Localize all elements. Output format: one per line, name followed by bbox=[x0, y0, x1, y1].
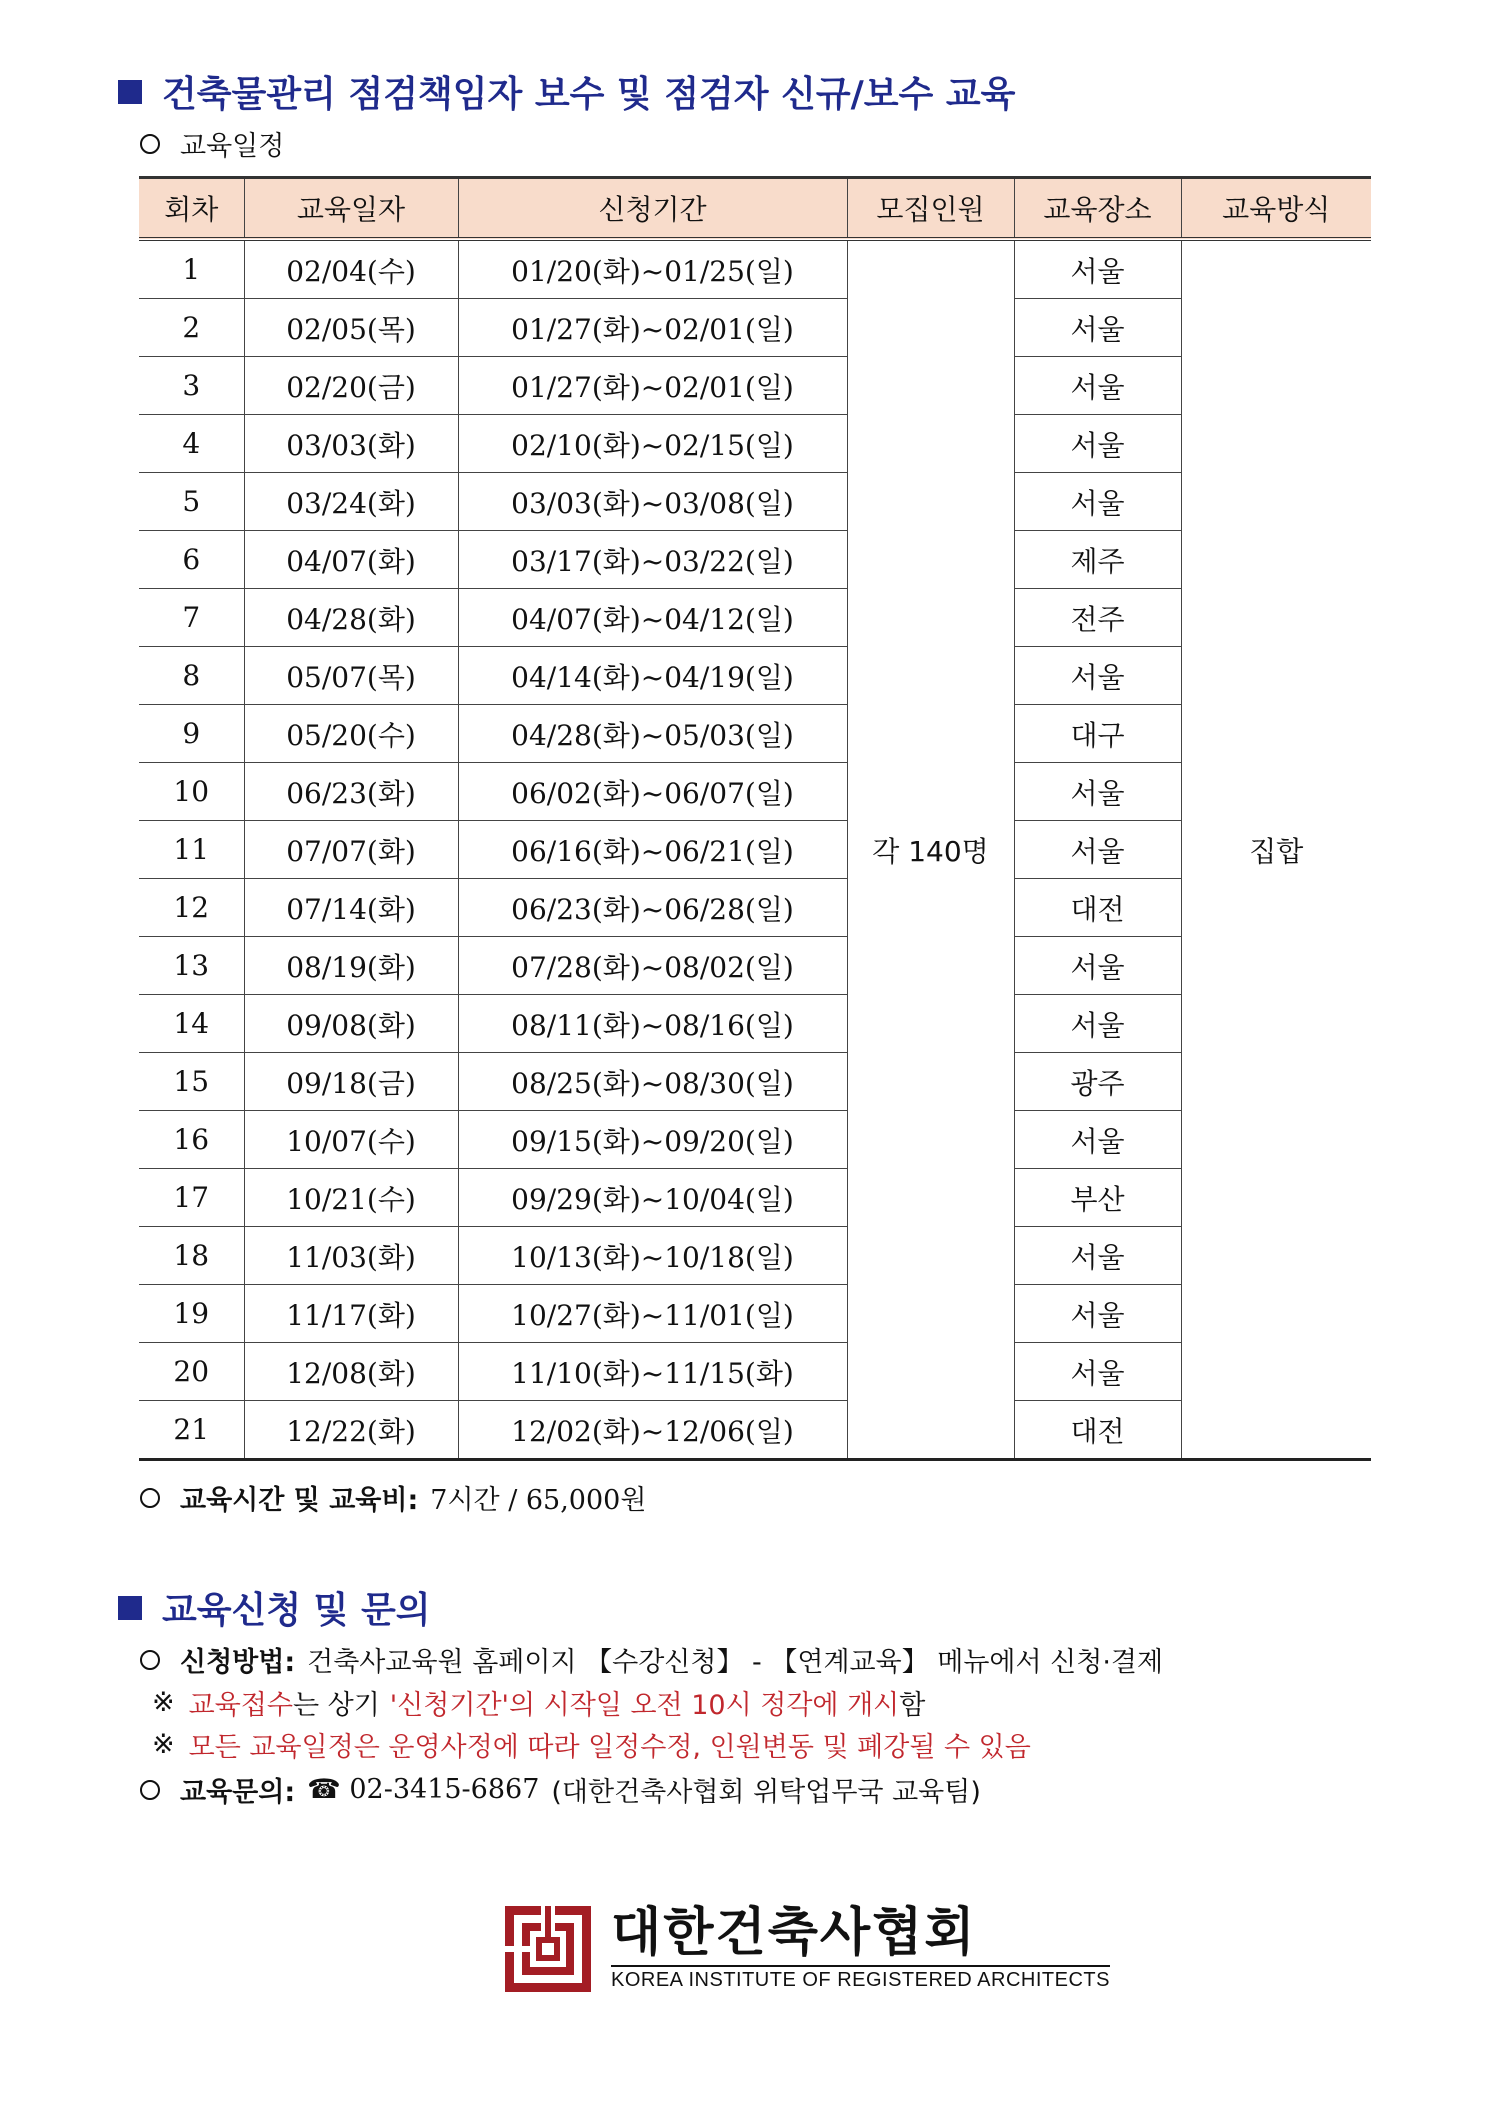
capacity-cell: 각 140명 bbox=[847, 239, 1014, 1460]
date-cell: 10/07(수) bbox=[244, 1111, 458, 1169]
period-cell: 09/29(화)~10/04(일) bbox=[458, 1169, 847, 1227]
time-fee-label: 교육시간 및 교육비: bbox=[180, 1485, 419, 1516]
round-cell: 4 bbox=[139, 415, 244, 473]
circle-bullet-icon bbox=[140, 1650, 160, 1670]
date-cell: 04/28(화) bbox=[244, 589, 458, 647]
date-cell: 03/24(화) bbox=[244, 473, 458, 531]
period-cell: 03/03(화)~03/08(일) bbox=[458, 473, 847, 531]
circle-bullet-icon bbox=[140, 1780, 160, 1800]
round-cell: 2 bbox=[139, 299, 244, 357]
apply-method-text: 건축사교육원 홈페이지 【수강신청】 - 【연계교육】 메뉴에서 신청·결제 bbox=[307, 1647, 1164, 1678]
contact-org: (대한건축사협회 위탁업무국 교육팀) bbox=[551, 1777, 981, 1808]
section-title-text: 건축물관리 점검책임자 보수 및 점검자 신규/보수 교육 bbox=[162, 74, 1016, 115]
period-cell: 11/10(화)~11/15(화) bbox=[458, 1343, 847, 1401]
round-cell: 1 bbox=[139, 239, 244, 299]
contact-phone: ☎ 02-3415-6867 bbox=[307, 1774, 540, 1805]
period-cell: 01/20(화)~01/25(일) bbox=[458, 239, 847, 299]
round-cell: 9 bbox=[139, 705, 244, 763]
date-cell: 11/17(화) bbox=[244, 1285, 458, 1343]
period-cell: 10/13(화)~10/18(일) bbox=[458, 1227, 847, 1285]
place-cell: 서울 bbox=[1014, 473, 1181, 531]
date-cell: 07/14(화) bbox=[244, 879, 458, 937]
kira-logo bbox=[505, 1905, 1110, 1992]
date-cell: 05/20(수) bbox=[244, 705, 458, 763]
contact-line bbox=[140, 1770, 981, 1809]
period-cell: 01/27(화)~02/01(일) bbox=[458, 357, 847, 415]
section-title-education bbox=[118, 66, 1015, 117]
round-cell: 6 bbox=[139, 531, 244, 589]
round-cell: 8 bbox=[139, 647, 244, 705]
date-cell: 10/21(수) bbox=[244, 1169, 458, 1227]
place-cell: 서울 bbox=[1014, 239, 1181, 299]
date-cell: 03/03(화) bbox=[244, 415, 458, 473]
place-cell: 서울 bbox=[1014, 995, 1181, 1053]
place-cell: 부산 bbox=[1014, 1169, 1181, 1227]
place-cell: 서울 bbox=[1014, 1227, 1181, 1285]
period-cell: 08/25(화)~08/30(일) bbox=[458, 1053, 847, 1111]
date-cell: 04/07(화) bbox=[244, 531, 458, 589]
note-red-text: 모든 교육일정은 운영사정에 따라 일정수정, 인원변동 및 폐강될 수 있음 bbox=[188, 1732, 1031, 1763]
place-cell: 서울 bbox=[1014, 357, 1181, 415]
section-title-application bbox=[118, 1582, 431, 1633]
period-cell: 06/16(화)~06/21(일) bbox=[458, 821, 847, 879]
place-cell: 서울 bbox=[1014, 1111, 1181, 1169]
period-cell: 09/15(화)~09/20(일) bbox=[458, 1111, 847, 1169]
kira-emblem-icon bbox=[505, 1906, 591, 1992]
round-cell: 15 bbox=[139, 1053, 244, 1111]
place-cell: 대구 bbox=[1014, 705, 1181, 763]
apply-method-line bbox=[140, 1640, 1163, 1679]
period-cell: 10/27(화)~11/01(일) bbox=[458, 1285, 847, 1343]
period-cell: 04/14(화)~04/19(일) bbox=[458, 647, 847, 705]
note-schedule-change bbox=[152, 1725, 1031, 1764]
place-cell: 서울 bbox=[1014, 763, 1181, 821]
date-cell: 02/05(목) bbox=[244, 299, 458, 357]
date-cell: 11/03(화) bbox=[244, 1227, 458, 1285]
time-fee-line bbox=[140, 1478, 646, 1517]
date-cell: 02/20(금) bbox=[244, 357, 458, 415]
schedule-heading bbox=[140, 124, 284, 163]
period-cell: 02/10(화)~02/15(일) bbox=[458, 415, 847, 473]
round-cell: 18 bbox=[139, 1227, 244, 1285]
note-red-text: 교육접수 bbox=[188, 1690, 293, 1721]
table-row bbox=[139, 239, 1371, 299]
round-cell: 3 bbox=[139, 357, 244, 415]
date-cell: 08/19(화) bbox=[244, 937, 458, 995]
round-cell: 12 bbox=[139, 879, 244, 937]
logo-name-ko: 대한건축사협회 bbox=[611, 1903, 977, 1963]
date-cell: 02/04(수) bbox=[244, 239, 458, 299]
logo-name-en: KOREA INSTITUTE OF REGISTERED ARCHITECTS bbox=[611, 1965, 1110, 1992]
square-bullet-icon bbox=[118, 80, 142, 104]
time-fee-value: 7시간 / 65,000원 bbox=[430, 1485, 647, 1516]
date-cell: 07/07(화) bbox=[244, 821, 458, 879]
header-cell: 교육일자 bbox=[244, 178, 458, 240]
table-header-row bbox=[139, 178, 1371, 240]
round-cell: 7 bbox=[139, 589, 244, 647]
place-cell: 서울 bbox=[1014, 299, 1181, 357]
place-cell: 광주 bbox=[1014, 1053, 1181, 1111]
contact-label: 교육문의: bbox=[180, 1777, 296, 1808]
date-cell: 06/23(화) bbox=[244, 763, 458, 821]
note-text: 는 상기 bbox=[292, 1690, 380, 1721]
period-cell: 12/02(화)~12/06(일) bbox=[458, 1401, 847, 1460]
date-cell: 09/18(금) bbox=[244, 1053, 458, 1111]
place-cell: 서울 bbox=[1014, 1343, 1181, 1401]
place-cell: 대전 bbox=[1014, 1401, 1181, 1460]
note-start-time bbox=[152, 1683, 925, 1722]
note-text: 함 bbox=[899, 1690, 926, 1721]
date-cell: 12/22(화) bbox=[244, 1401, 458, 1460]
note-red-text: '신청기간' bbox=[389, 1690, 509, 1721]
round-cell: 20 bbox=[139, 1343, 244, 1401]
round-cell: 13 bbox=[139, 937, 244, 995]
header-cell: 교육방식 bbox=[1181, 178, 1371, 240]
place-cell: 서울 bbox=[1014, 821, 1181, 879]
period-cell: 06/02(화)~06/07(일) bbox=[458, 763, 847, 821]
method-cell: 집합 bbox=[1181, 239, 1371, 1460]
round-cell: 10 bbox=[139, 763, 244, 821]
header-cell: 신청기간 bbox=[458, 178, 847, 240]
apply-method-label: 신청방법: bbox=[180, 1647, 296, 1678]
round-cell: 17 bbox=[139, 1169, 244, 1227]
place-cell: 서울 bbox=[1014, 1285, 1181, 1343]
period-cell: 03/17(화)~03/22(일) bbox=[458, 531, 847, 589]
note-red-text: 의 시작일 오전 10시 정각에 개시 bbox=[508, 1690, 900, 1721]
schedule-table bbox=[139, 176, 1371, 1461]
place-cell: 서울 bbox=[1014, 415, 1181, 473]
period-cell: 07/28(화)~08/02(일) bbox=[458, 937, 847, 995]
place-cell: 제주 bbox=[1014, 531, 1181, 589]
place-cell: 서울 bbox=[1014, 647, 1181, 705]
round-cell: 21 bbox=[139, 1401, 244, 1460]
period-cell: 04/07(화)~04/12(일) bbox=[458, 589, 847, 647]
date-cell: 05/07(목) bbox=[244, 647, 458, 705]
note-mark: ※ bbox=[152, 1729, 175, 1760]
round-cell: 16 bbox=[139, 1111, 244, 1169]
round-cell: 5 bbox=[139, 473, 244, 531]
header-cell: 모집인원 bbox=[847, 178, 1014, 240]
circle-bullet-icon bbox=[140, 1488, 160, 1508]
schedule-label: 교육일정 bbox=[180, 131, 285, 162]
period-cell: 08/11(화)~08/16(일) bbox=[458, 995, 847, 1053]
round-cell: 19 bbox=[139, 1285, 244, 1343]
header-cell: 교육장소 bbox=[1014, 178, 1181, 240]
date-cell: 12/08(화) bbox=[244, 1343, 458, 1401]
round-cell: 11 bbox=[139, 821, 244, 879]
date-cell: 09/08(화) bbox=[244, 995, 458, 1053]
round-cell: 14 bbox=[139, 995, 244, 1053]
section-title-text: 교육신청 및 문의 bbox=[162, 1590, 431, 1631]
period-cell: 04/28(화)~05/03(일) bbox=[458, 705, 847, 763]
header-cell: 회차 bbox=[139, 178, 244, 240]
period-cell: 06/23(화)~06/28(일) bbox=[458, 879, 847, 937]
place-cell: 전주 bbox=[1014, 589, 1181, 647]
place-cell: 서울 bbox=[1014, 937, 1181, 995]
note-mark: ※ bbox=[152, 1687, 175, 1718]
circle-bullet-icon bbox=[140, 134, 160, 154]
period-cell: 01/27(화)~02/01(일) bbox=[458, 299, 847, 357]
square-bullet-icon bbox=[118, 1596, 142, 1620]
schedule-table-body bbox=[139, 239, 1371, 1460]
place-cell: 대전 bbox=[1014, 879, 1181, 937]
